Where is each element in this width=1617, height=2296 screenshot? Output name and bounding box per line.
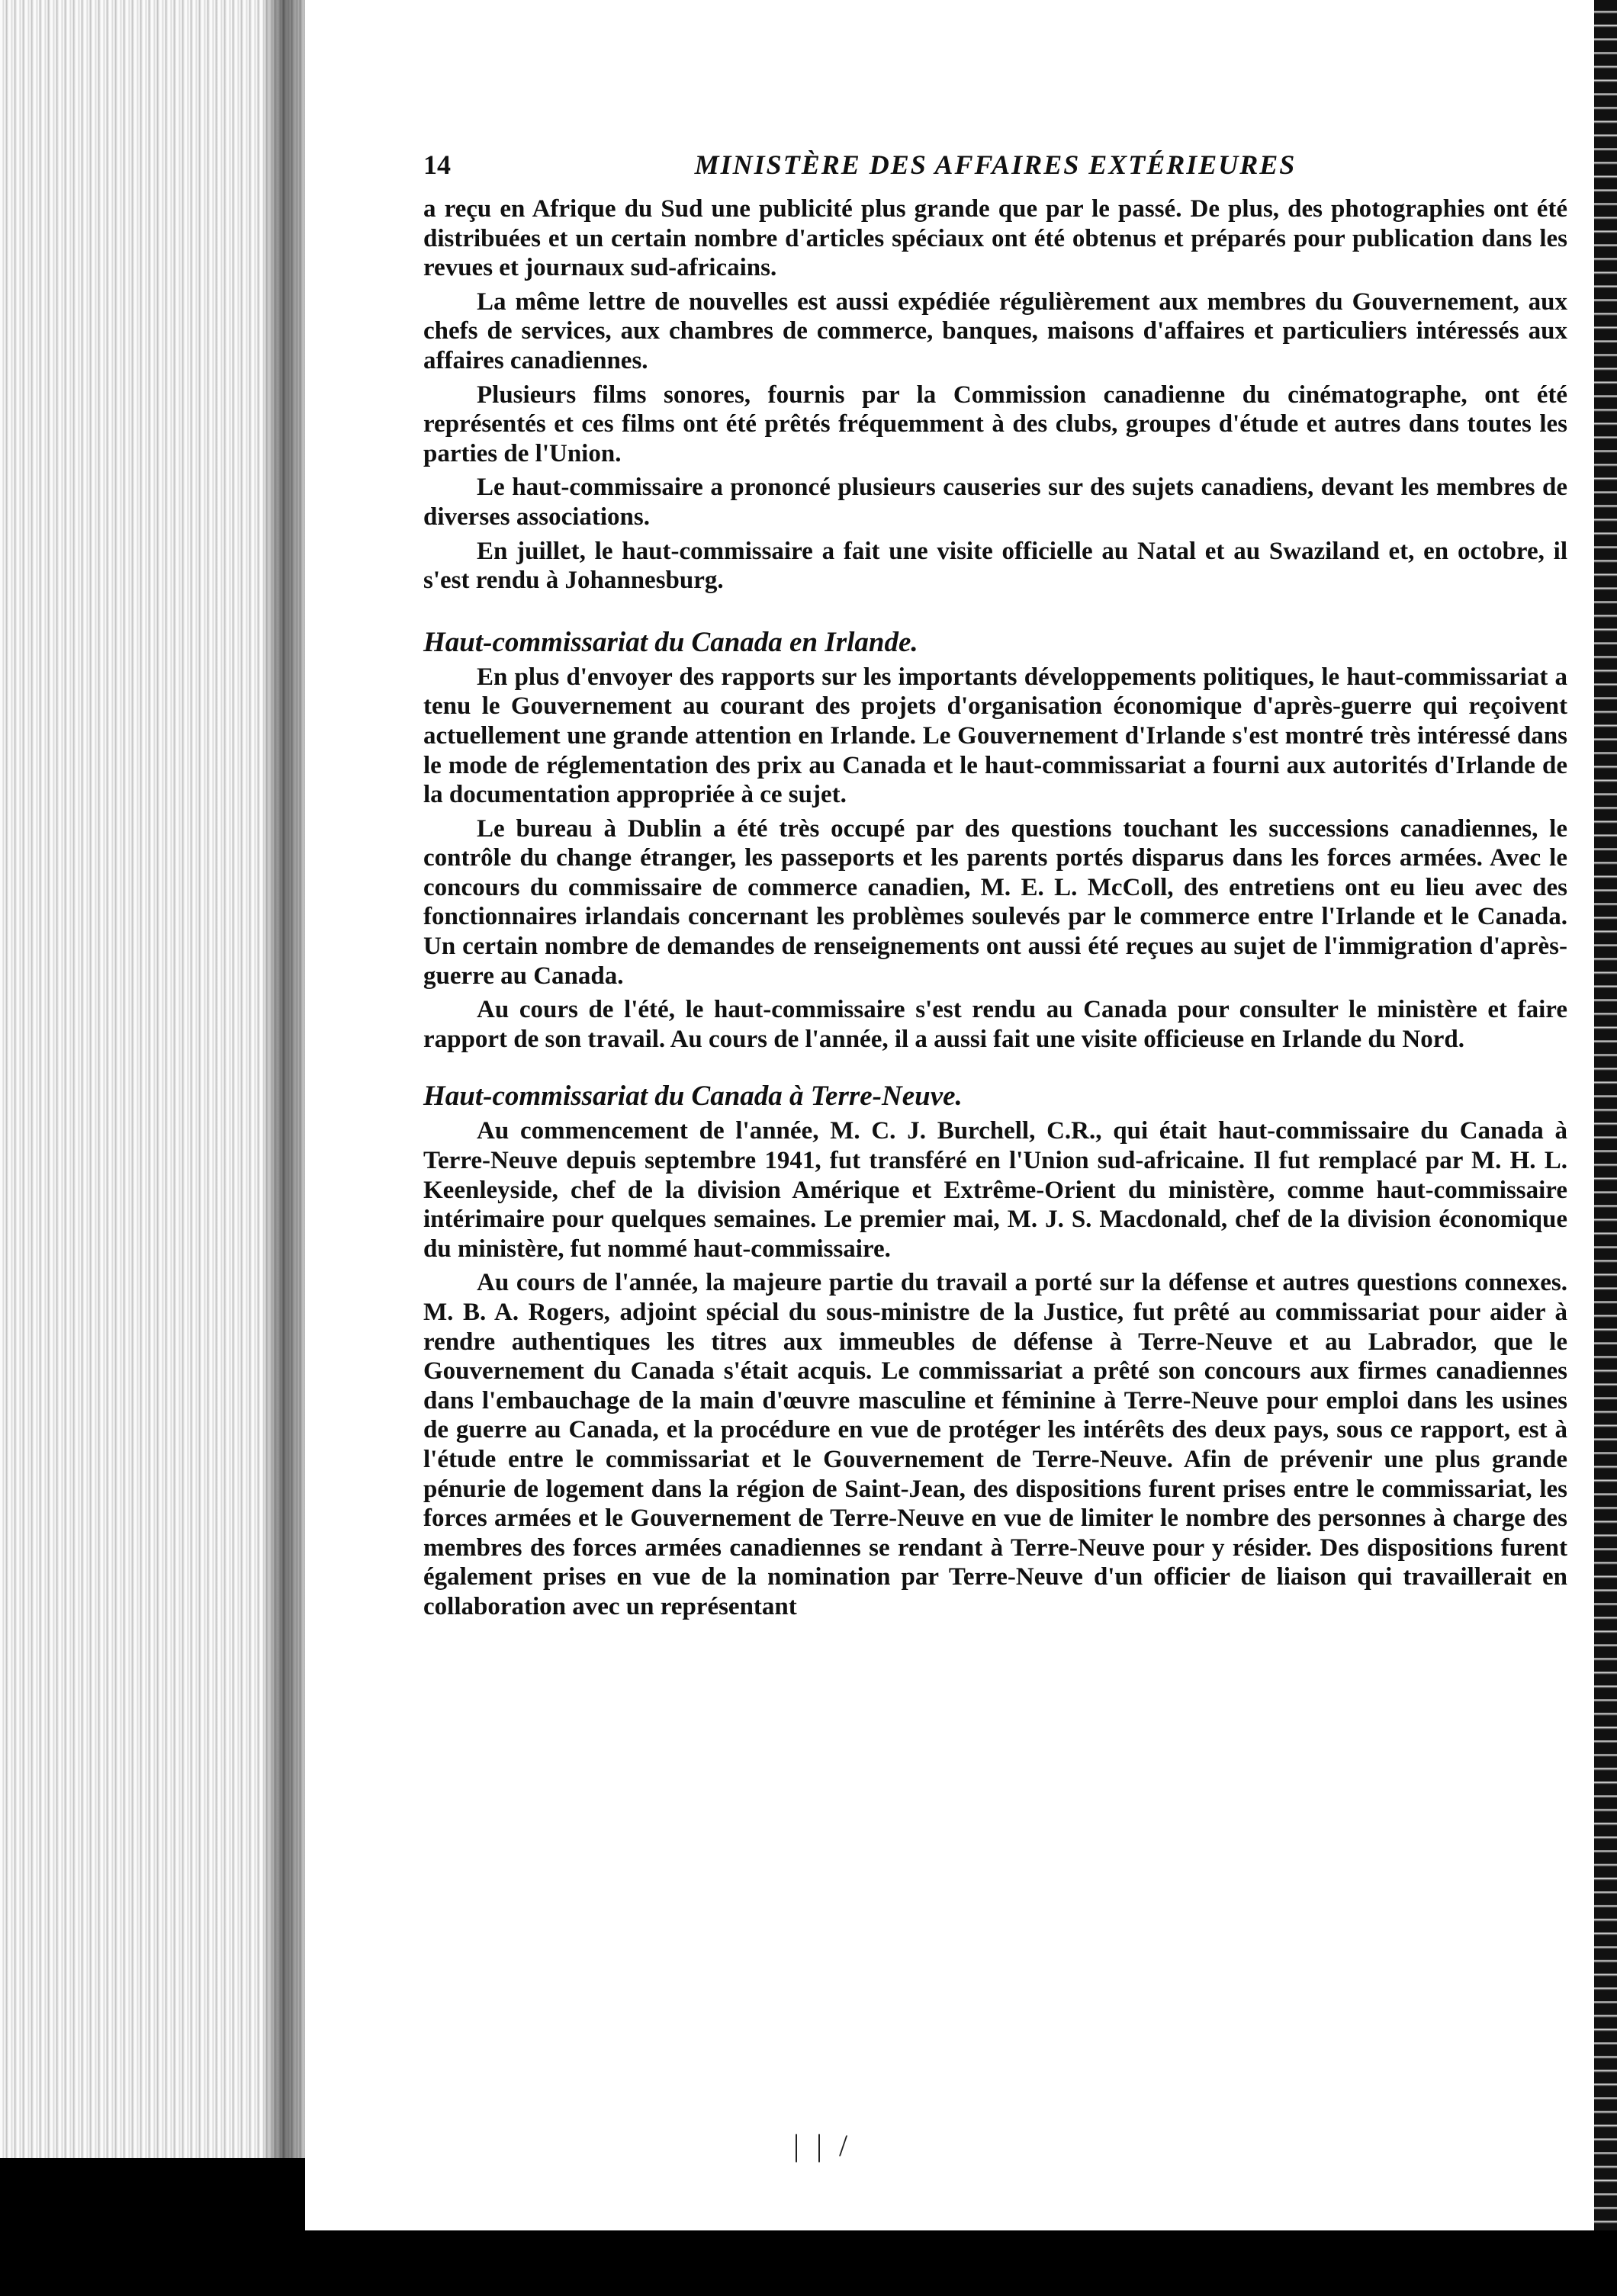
paragraph: En plus d'envoyer des rapports sur les importants développements politiques, le haut-commissariat a tenu le Gouvernement au courant des projets d'organisation économique d'après-guerre qui reçoivent actuellement une grande attention en Irlande. Le Gouvernement d'Irlande s'est montré très intéressé dans le mode de réglementation des prix au Canada et le haut-commissariat a fourni aux autorités d'Irlande de la documentation appropriée à ce sujet. bbox=[423, 663, 1567, 809]
adjacent-page-edge bbox=[1594, 0, 1617, 2296]
paragraph: Au cours de l'année, la majeure partie du travail a porté sur la défense et autres questions connexes. M. B. A. Rogers, adjoint spécial du sous-ministre de la Justice, fut prêté au commissariat pour aider à rendre authentiques les titres aux immeubles de défense à Terre-Neuve et au Labrador, que le Gouvernement du Canada s'était acquis. Le commissariat a prêté son concours aux firmes canadiennes dans l'embauchage de la main d'œuvre masculine et féminine à Terre-Neuve pour emploi dans les usines de guerre au Canada, et la procédure en vue de protéger les intérêts des deux pays, sous ce rapport, est à l'étude entre le commissariat et le Gouvernement de Terre-Neuve. Afin de prévenir une plus grande pénurie de logement dans la région de Saint-Jean, des dispositions furent prises entre le commissariat, les forces armées et le Gouvernement de Terre-Neuve en vue de limiter le nombre des personnes à charge des membres des forces armées canadiennes se rendant à Terre-Neuve pour y résider. Des dispositions furent également prises en vue de la nomination par Terre-Neuve d'un officier de liaison qui travaillerait en collaboration avec un représentant bbox=[423, 1269, 1567, 1620]
paragraph: En juillet, le haut-commissaire a fait une visite officielle au Natal et au Swaziland et, en octobre, il s'est rendu à Johannesburg. bbox=[423, 537, 1567, 595]
section-irlande bbox=[423, 626, 1567, 1055]
section-heading: Haut-commissariat du Canada à Terre-Neuve. bbox=[423, 1081, 963, 1113]
paragraph: Plusieurs films sonores, fournis par la Commission canadienne du cinématographe, ont été représentés et ces films ont été prêtés fréquemment à des clubs, groupes d'étude et autres dans toutes les parties de l'Union. bbox=[423, 381, 1567, 467]
paragraph: Au cours de l'été, le haut-commissaire s'est rendu au Canada pour consulter le ministère et faire rapport de son travail. Au cours de l'année, il a aussi fait une visite officieuse en Irlande du Nord. bbox=[423, 996, 1567, 1053]
page-content bbox=[423, 149, 1567, 1626]
running-head bbox=[423, 149, 1567, 194]
running-title: MINISTÈRE DES AFFAIRES EXTÉRIEURES bbox=[694, 149, 1297, 180]
paragraph: Le haut-commissaire a prononcé plusieurs causeries sur des sujets canadiens, devant les membres de diverses associations. bbox=[423, 474, 1567, 531]
section-continuation bbox=[423, 194, 1567, 596]
page-number: 14 bbox=[423, 149, 451, 180]
book-binding-gutter bbox=[0, 0, 305, 2296]
gutter-shadow bbox=[263, 0, 309, 2296]
section-heading: Haut-commissariat du Canada en Irlande. bbox=[423, 626, 918, 658]
scan-border-bottom bbox=[305, 2230, 1617, 2296]
paragraph: Le bureau à Dublin a été très occupé par des questions touchant les successions canadiennes, le contrôle du change étranger, les passeports et les parents portés disparus dans les forces armées. Avec le concours du commissaire de commerce canadien, M. E. L. McColl, des entretiens ont eu lieu avec des fonctionnaires irlandais concernant les problèmes soulevés par le commerce entre l'Irlande et le Canada. Un certain nombre de demandes de renseignements ont aussi été reçues au sujet de l'immigration d'après-guerre au Canada. bbox=[423, 814, 1567, 990]
paragraph: La même lettre de nouvelles est aussi expédiée régulièrement aux membres du Gouvernement, aux chefs de services, aux chambres de commerce, banques, maisons d'affaires et particuliers intéressés aux affaires canadiennes. bbox=[423, 287, 1567, 374]
paragraph: Au commencement de l'année, M. C. J. Burchell, C.R., qui était haut-commissaire du Canada à Terre-Neuve depuis septembre 1941, fut transféré en l'Union sud-africaine. Il fut remplacé par M. H. L. Keenleyside, chef de la division Amérique et Extrême-Orient du ministère, comme haut-commissaire intérimaire pour quelques semaines. Le premier mai, M. J. S. Macdonald, chef de la division économique du ministère, fut nommé haut-commissaire. bbox=[423, 1117, 1567, 1263]
section-terre-neuve bbox=[423, 1080, 1567, 1621]
pencil-marks: | | / bbox=[793, 2128, 853, 2163]
scan-border-bottom-left bbox=[0, 2158, 320, 2296]
paragraph: a reçu en Afrique du Sud une publicité plus grande que par le passé. De plus, des photographies ont été distribuées et un certain nombre d'articles spéciaux ont été obtenus et préparés pour publication dans les revues et journaux sud-africains. bbox=[423, 195, 1567, 282]
